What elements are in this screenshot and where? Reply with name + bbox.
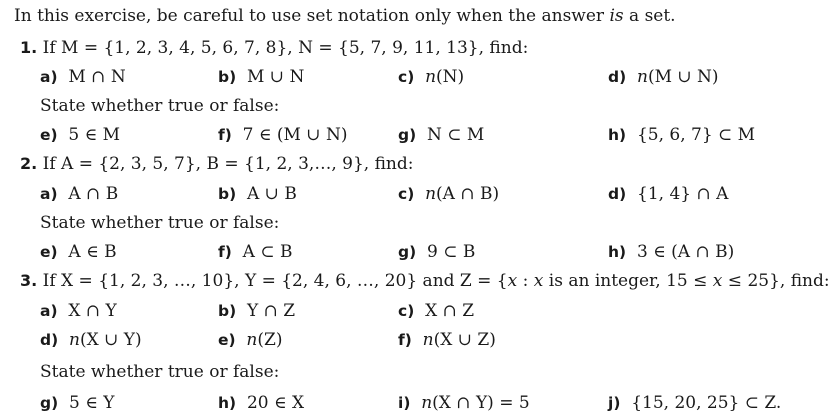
part-fn: n [422, 330, 434, 350]
q2-text: If A = {2, 3, 5, 7}, B = {1, 2, 3,…, 9}, find: [42, 154, 414, 174]
intro-post: a set. [623, 6, 676, 26]
q3-part-c [398, 300, 474, 322]
part-label: h) [608, 243, 627, 261]
part-expr: (Z) [257, 330, 283, 350]
q2-stem [20, 153, 413, 175]
part-label: f) [398, 331, 412, 349]
part-label: b) [218, 302, 237, 320]
q3-part-h [218, 392, 304, 414]
q1-part-g [398, 124, 484, 146]
part-fn: n [425, 184, 437, 204]
part-label: a) [40, 68, 58, 86]
q2-part-d [608, 183, 728, 205]
part-fn: n [425, 67, 437, 87]
part-label: f) [218, 126, 232, 144]
part-expr: 5 ∈ Y [69, 393, 115, 413]
q3-part-j [608, 392, 781, 414]
part-expr: {1, 4} ∩ A [637, 184, 729, 204]
q3-text-post: ≤ 25}, find: [722, 271, 830, 291]
part-label: h) [218, 394, 237, 412]
part-expr: {5, 6, 7} ⊂ M [636, 125, 756, 145]
part-fn: n [421, 393, 433, 413]
part-label: c) [398, 185, 415, 203]
q1-stem [20, 37, 528, 59]
q2-part-b [218, 183, 297, 205]
part-label: d) [40, 331, 59, 349]
q2-part-e [40, 241, 117, 263]
part-expr: (A ∩ B) [436, 184, 500, 204]
q2-part-c [398, 183, 499, 205]
q3-var-x: x [712, 271, 723, 291]
part-expr: (X ∪ Z) [433, 330, 496, 350]
part-label: d) [608, 185, 627, 203]
part-label: g) [40, 394, 59, 412]
part-label: e) [218, 331, 236, 349]
part-expr: (M ∪ N) [647, 67, 719, 87]
q3-part-f [398, 329, 496, 351]
part-label: a) [40, 185, 58, 203]
part-label: i) [398, 394, 411, 412]
part-expr: M ∪ N [247, 67, 305, 87]
part-label: e) [40, 126, 58, 144]
part-fn: n [69, 330, 80, 350]
q1-part-e [40, 124, 120, 146]
part-label: c) [398, 302, 415, 320]
q3-number: 3. [20, 271, 38, 290]
part-expr: 20 ∈ X [246, 393, 305, 413]
part-expr: 7 ∈ (M ∪ N) [242, 125, 348, 145]
part-fn: n [637, 67, 648, 87]
q3-text-pre: If X = {1, 2, 3, …, 10}, Y = {2, 4, 6, …, 20} and Z = { [42, 271, 508, 291]
part-expr: 5 ∈ M [68, 125, 121, 145]
q3-part-b [218, 300, 295, 322]
part-fn: n [246, 330, 258, 350]
part-label: g) [398, 243, 417, 261]
part-expr: (X ∪ Y) [79, 330, 142, 350]
part-label: c) [398, 68, 415, 86]
q2-number: 2. [20, 154, 38, 173]
q2-part-h [608, 241, 734, 263]
intro-emphasis: is [609, 6, 624, 26]
q1-part-c [398, 66, 464, 88]
q1-part-h [608, 124, 755, 146]
part-label: j) [608, 394, 621, 412]
part-expr: A ∩ B [68, 184, 119, 204]
part-label: e) [40, 243, 58, 261]
part-label: a) [40, 302, 58, 320]
part-expr: 3 ∈ (A ∩ B) [636, 242, 735, 262]
q3-var-x: x [533, 271, 544, 291]
part-expr: 9 ⊂ B [427, 242, 476, 262]
q1-text: If M = {1, 2, 3, 4, 5, 6, 7, 8}, N = {5, 7, 9, 11, 13}, find: [42, 38, 529, 58]
part-label: d) [608, 68, 627, 86]
part-label: h) [608, 126, 627, 144]
part-expr: (X ∩ Y) = 5 [432, 393, 530, 413]
q3-part-e [218, 329, 282, 351]
part-expr: {15, 20, 25} ⊂ Z. [631, 393, 782, 413]
q1-part-f [218, 124, 347, 146]
part-expr: Y ∩ Z [247, 301, 296, 321]
q3-part-d [40, 329, 142, 351]
part-expr: A ∪ B [247, 184, 297, 204]
q2-tf-instruction: State whether true or false: [40, 213, 280, 233]
q3-text-mid: : [517, 271, 534, 291]
part-label: b) [218, 185, 237, 203]
part-expr: M ∩ N [68, 67, 126, 87]
q3-text-mid2: is an integer, 15 ≤ [543, 271, 713, 291]
part-expr: A ∈ B [68, 242, 117, 262]
part-expr: X ∩ Y [68, 301, 117, 321]
q2-part-g [398, 241, 475, 263]
q1-tf-instruction: State whether true or false: [40, 96, 280, 116]
q1-part-b [218, 66, 304, 88]
q3-part-a [40, 300, 117, 322]
q2-part-a [40, 183, 118, 205]
q1-part-d [608, 66, 719, 88]
q3-var-x: x [507, 271, 518, 291]
intro-pre: In this exercise, be careful to use set notation only when the answer [14, 6, 610, 26]
q3-part-i [398, 392, 530, 414]
q1-number: 1. [20, 38, 38, 57]
part-expr: N ⊂ M [427, 125, 485, 145]
q3-part-g [40, 392, 114, 414]
part-label: g) [398, 126, 417, 144]
q1-part-a [40, 66, 126, 88]
part-expr: (N) [436, 67, 465, 87]
part-expr: X ∩ Z [425, 301, 475, 321]
q3-tf-instruction: State whether true or false: [40, 362, 280, 382]
part-expr: A ⊂ B [242, 242, 293, 262]
part-label: b) [218, 68, 237, 86]
q2-part-f [218, 241, 292, 263]
part-label: f) [218, 243, 232, 261]
intro-text [14, 5, 676, 27]
q3-stem [20, 270, 830, 292]
